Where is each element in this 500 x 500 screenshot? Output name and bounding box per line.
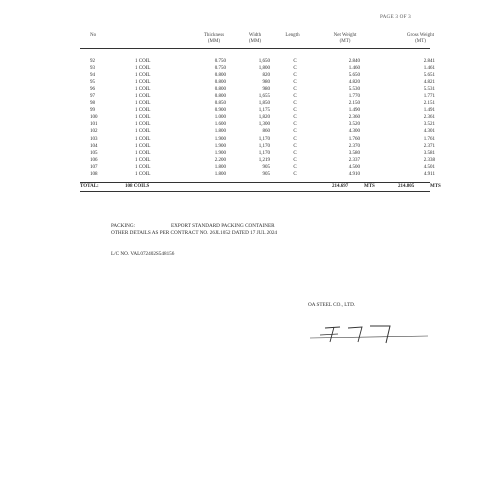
row-description: 1 COIL <box>135 157 151 163</box>
table-row <box>80 150 435 158</box>
row-length: C <box>293 136 297 142</box>
row-no: 107 <box>90 164 98 170</box>
row-length: C <box>293 143 297 149</box>
row-gross-weight: 2.361 <box>423 115 435 121</box>
row-gross-weight: 2.841 <box>423 59 435 64</box>
header-gross-weight: Gross Weight (MT) <box>406 33 435 44</box>
row-no: 103 <box>90 136 98 142</box>
row-length: C <box>293 66 297 72</box>
row-thickness: 0.800 <box>214 94 226 100</box>
row-net-weight: 2.360 <box>348 115 360 121</box>
other-details: OTHER DETAILS AS PER CONTRACT NO. 26JL1052 DATED 17 JUL 2024 <box>111 230 278 236</box>
table-row <box>80 101 435 108</box>
row-thickness: 0.750 <box>214 66 226 72</box>
row-length: C <box>293 171 297 177</box>
row-net-weight: 1.770 <box>348 94 360 100</box>
table-row <box>80 73 435 80</box>
total-label: TOTAL: <box>80 183 99 189</box>
total-gross-unit: MTS <box>430 183 441 189</box>
table-row <box>80 66 435 73</box>
company-name: OA STEEL CO., LTD. <box>308 302 356 308</box>
row-no: 97 <box>90 94 95 100</box>
row-no: 98 <box>90 101 95 107</box>
row-description: 1 COIL <box>135 101 151 107</box>
row-no: 96 <box>90 87 95 93</box>
row-width: 1,170 <box>258 136 270 142</box>
total-row <box>80 182 441 192</box>
row-width: 1,300 <box>258 122 270 128</box>
row-net-weight: 2.150 <box>348 101 360 107</box>
packing-label: PACKING: <box>111 223 136 229</box>
table-row <box>80 157 435 165</box>
row-gross-weight: 2.151 <box>423 101 435 107</box>
row-net-weight: 2.370 <box>348 143 360 149</box>
table-row <box>80 94 435 101</box>
row-no: 108 <box>90 171 98 177</box>
row-net-weight: 3.580 <box>348 150 360 156</box>
row-length: C <box>293 94 297 100</box>
row-thickness: 1.800 <box>214 171 226 177</box>
row-net-weight: 2.337 <box>348 157 360 163</box>
row-description: 1 COIL <box>135 122 151 128</box>
row-length: C <box>293 157 297 163</box>
row-no: 106 <box>90 157 98 163</box>
row-gross-weight: 4.821 <box>423 80 435 86</box>
row-gross-weight: 4.911 <box>423 171 435 177</box>
row-gross-weight: 1.461 <box>423 66 435 72</box>
row-gross-weight: 4.501 <box>423 164 435 170</box>
signature <box>300 318 430 348</box>
row-no: 101 <box>90 122 98 128</box>
row-width: 1,170 <box>258 143 270 149</box>
row-thickness: 0.800 <box>214 80 226 86</box>
table-row <box>80 122 435 129</box>
table-header <box>80 32 435 49</box>
table-row <box>80 87 435 94</box>
row-length: C <box>293 129 297 135</box>
row-description: 1 COIL <box>135 164 151 170</box>
row-description: 1 COIL <box>135 108 151 114</box>
row-gross-weight: 3.521 <box>423 122 435 128</box>
row-width: 1,219 <box>258 157 270 163</box>
row-thickness: 0.800 <box>214 87 226 93</box>
row-description: 1 COIL <box>135 80 151 86</box>
row-description: 1 COIL <box>135 66 151 72</box>
row-net-weight: 4.910 <box>348 171 360 177</box>
table-row <box>80 115 435 122</box>
row-gross-weight: 2.371 <box>423 143 435 149</box>
row-description: 1 COIL <box>135 59 151 64</box>
header-net-weight: Net Weight (MT) <box>333 33 357 44</box>
row-length: C <box>293 59 297 64</box>
row-description: 1 COIL <box>135 73 151 79</box>
row-description: 1 COIL <box>135 87 151 93</box>
row-length: C <box>293 73 297 79</box>
row-net-weight: 1.460 <box>348 66 360 72</box>
row-gross-weight: 3.581 <box>423 150 435 156</box>
table-row <box>80 164 435 172</box>
row-length: C <box>293 108 297 114</box>
row-thickness: 1.600 <box>214 122 226 128</box>
row-length: C <box>293 164 297 170</box>
row-width: 1,800 <box>258 66 270 72</box>
row-length: C <box>293 122 297 128</box>
row-length: C <box>293 150 297 156</box>
row-description: 1 COIL <box>135 115 151 121</box>
total-net-unit: MTS <box>364 183 375 189</box>
row-no: 93 <box>90 66 95 72</box>
row-thickness: 0.750 <box>214 59 226 64</box>
row-gross-weight: 1.761 <box>423 136 435 142</box>
row-no: 95 <box>90 80 95 86</box>
row-gross-weight: 5.651 <box>423 73 435 79</box>
row-description: 1 COIL <box>135 129 151 135</box>
row-width: 1,650 <box>258 59 270 64</box>
row-width: 1,820 <box>258 115 270 121</box>
row-width: 1,655 <box>258 94 270 100</box>
row-no: 100 <box>90 115 98 121</box>
row-width: 1,170 <box>258 150 270 156</box>
row-width: 860 <box>262 129 270 135</box>
row-description: 1 COIL <box>135 136 151 142</box>
lc-number: L/C NO. VAL072402S548156 <box>111 251 175 257</box>
row-net-weight: 4.300 <box>348 129 360 135</box>
row-length: C <box>293 87 297 93</box>
total-net: 214.697 <box>332 183 349 189</box>
row-gross-weight: 2.338 <box>423 157 435 163</box>
row-net-weight: 5.530 <box>348 87 360 93</box>
total-gross: 214.805 <box>398 183 415 189</box>
row-thickness: 1.900 <box>214 143 226 149</box>
row-net-weight: 4.820 <box>348 80 360 86</box>
row-width: 905 <box>262 164 270 170</box>
row-width: 980 <box>262 80 270 86</box>
packing-notes <box>111 223 277 237</box>
row-thickness: 1.800 <box>214 164 226 170</box>
row-description: 1 COIL <box>135 150 151 156</box>
row-width: 980 <box>262 87 270 93</box>
row-thickness: 0.900 <box>214 108 226 114</box>
row-gross-weight: 1.491 <box>423 108 435 114</box>
row-no: 99 <box>90 108 95 114</box>
table-row <box>80 80 435 87</box>
table-row <box>80 59 435 66</box>
row-net-weight: 4.500 <box>348 164 360 170</box>
row-net-weight: 1.490 <box>348 108 360 114</box>
row-description: 1 COIL <box>135 94 151 100</box>
row-thickness: 1.900 <box>214 150 226 156</box>
row-net-weight: 1.760 <box>348 136 360 142</box>
header-thickness: Thickness (MM) <box>203 33 225 44</box>
header-width: Width (MM) <box>248 33 262 44</box>
table-row <box>80 143 435 151</box>
row-thickness: 2.200 <box>214 157 226 163</box>
row-gross-weight: 1.771 <box>423 94 435 100</box>
row-gross-weight: 5.531 <box>423 87 435 93</box>
row-thickness: 0.850 <box>214 101 226 107</box>
row-net-weight: 3.520 <box>348 122 360 128</box>
row-length: C <box>293 101 297 107</box>
row-net-weight: 2.840 <box>348 59 360 64</box>
row-width: 1,175 <box>258 108 270 114</box>
packing-list-table <box>80 32 441 192</box>
row-description: 1 COIL <box>135 171 151 177</box>
row-no: 104 <box>90 143 98 149</box>
header-no: No <box>90 33 97 38</box>
row-width: 905 <box>262 171 270 177</box>
row-thickness: 1.000 <box>214 115 226 121</box>
row-thickness: 1.900 <box>214 136 226 142</box>
row-length: C <box>293 80 297 86</box>
table-row <box>80 171 435 179</box>
row-no: 94 <box>90 73 95 79</box>
row-no: 92 <box>90 59 95 64</box>
row-width: 1,850 <box>258 101 270 107</box>
row-no: 105 <box>90 150 98 156</box>
page-number: PAGE 3 OF 3 <box>380 14 411 20</box>
table-row <box>80 108 435 115</box>
row-thickness: 0.800 <box>214 73 226 79</box>
table-body <box>80 59 435 179</box>
row-gross-weight: 4.301 <box>423 129 435 135</box>
row-width: 820 <box>262 73 270 79</box>
row-thickness: 1.800 <box>214 129 226 135</box>
header-length: Length <box>285 33 300 38</box>
packing-value: EXPORT STANDARD PACKING CONTAINER <box>171 223 275 229</box>
total-count: 108 COILS <box>125 183 150 189</box>
row-net-weight: 5.650 <box>348 73 360 79</box>
table-row <box>80 129 435 136</box>
table-row <box>80 136 435 144</box>
row-no: 102 <box>90 129 98 135</box>
row-description: 1 COIL <box>135 143 151 149</box>
row-length: C <box>293 115 297 121</box>
